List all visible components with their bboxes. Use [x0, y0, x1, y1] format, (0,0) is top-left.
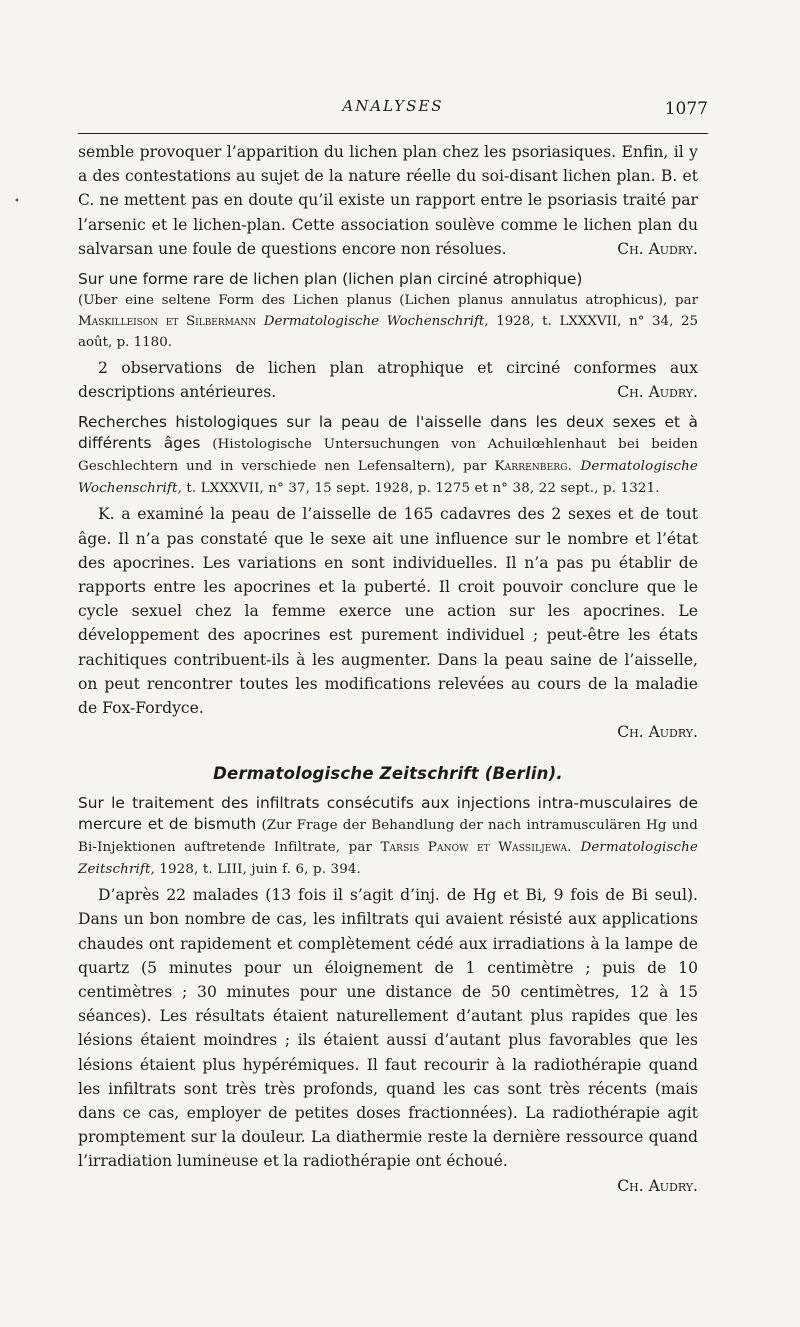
- margin-mark: •: [14, 196, 20, 207]
- abstract-text: K. a examiné la peau de l’aisselle de 165 cadavres des 2 sexes et de tout âge. Il n’a pas constaté que le sexe ait une influence sur le nombre et l’état des apocrines. Les variations en sont individuelles. Il n’a pas pu établir de rapports entre les apocrines et la puberté. Il croit pouvoir conclure que le cycle sexuel chez la femme exerce une action sur les apocrines. Le développement des apocrines est purement individuel ; peut-être les états rachitiques contribuent-ils à les augmenter. Dans la peau saine de l’aisselle, on peut rencontrer toutes les modifications relevées au cours de la maladie de Fox-Fordyce.: [78, 505, 698, 718]
- abstract-title: Sur une forme rare de lichen plan (lichen plan circiné atrophique): [78, 270, 583, 289]
- abstract-signature: Ch. Audry.: [617, 723, 698, 742]
- journal-heading: Dermatologische Zeitschrift (Berlin).: [213, 764, 563, 784]
- reference-authors: Tarsis Panow et Wassiljewa.: [380, 840, 572, 856]
- reference-journal: Dermatologische Wochenschrift,: [263, 314, 489, 330]
- abstract-signature: Ch. Audry.: [617, 239, 698, 258]
- page-header: [78, 97, 708, 127]
- running-head: ANALYSES: [342, 97, 444, 115]
- reference-authors: Maskilleison et Silbermann: [78, 314, 257, 330]
- abstract-text: D’après 22 malades (13 fois il s’agit d’inj. de Hg et Bi, 9 fois de Bi seul). Dans un bon nombre de cas, les infiltrats qui avaient résisté aux applications chaudes ont rapidement et complètement cédé aux irradiations à la lampe de quartz (5 minutes pour un éloignement de 1 centimètre ; puis de 10 centimètres ; 30 minutes pour une distance de 50 centimètres, 12 à 15 séances). Les résultats étaient naturellement d’autant plus rapides que les lésions étaient moindres ; ils étaient aussi d’autant plus favorables que les lésions étaient plus hypérémiques. Il faut recourir à la radiothérapie quand les infiltrats sont très très profonds, quand les cas sont très récents (mais dans ce cas, employer de petites doses fractionnées). La radiothérapie agit promptement sur la douleur. La diathermie reste la dernière ressource quand l’irradiation lumineuse et la radiothérapie ont échoué.: [78, 886, 698, 1171]
- abstract-infiltrats: [78, 793, 698, 1197]
- abstract-text: semble provoquer l’apparition du lichen plan chez les psoriasiques. Enfin, il y a des contestations au sujet de la nature réelle du soi-disant lichen plan. B. et C. ne mettent pas en doute qu’il existe un rapport entre le psoriasis traité par l’arsenic et le lichen-plan. Cette association soulève comme le lichen plan du salvarsan une foule de questions encore non résolues. Ch. Audry.: [78, 140, 698, 261]
- abstract-signature: Ch. Audry.: [617, 1176, 698, 1195]
- abstract-title-with-reference: Sur le traitement des infiltrats consécutifs aux injections intra-musculaires de mercure et de bismuth (Zur Frage der Behandlung der nach intramusculären Hg und Bi-Injektionen auftretende Infiltrate, par Tarsis Panow et Wassiljewa. Dermatologische Zeitschrift, 1928, t. LIII, juin f. 6, p. 394.: [78, 794, 698, 878]
- abstract-title-with-reference: Recherches histologiques sur la peau de l'aisselle dans les deux sexes et à différents âges (Histologische Untersuchungen von Achuilœhlenhaut bei beiden Geschlechtern und in verschiede nen Lefensaltern), par Karrenberg. Dermatologische Wochenschrift, t. LXXXVII, n° 37, 15 sept. 1928, p. 1275 et n° 38, 22 sept., p. 1321.: [78, 413, 699, 497]
- reference-journal: Dermatologische Zeitschrift,: [78, 840, 698, 878]
- abstract-continuation: [78, 140, 698, 261]
- abstract-text: 2 observations de lichen plan atrophique et circiné conformes aux descriptions antérieures. Ch. Audry.: [78, 356, 698, 404]
- abstract-title: Recherches histologiques sur la peau de l'aisselle dans les deux sexes et à différents âges: [78, 413, 698, 453]
- header-rule: [78, 133, 708, 134]
- page-number: 1077: [664, 99, 708, 119]
- abstract-title: Sur le traitement des infiltrats consécutifs aux injections intra-musculaires de mercure et de bismuth: [78, 794, 698, 834]
- abstract-reference: (Uber eine seltene Form des Lichen planus (Lichen planus annulatus atrophicus), par Maskilleison et Silbermann Dermatologische Wochenschrift, 1928, t. LXXXVII, n° 34, 25 août, p. 1180.: [78, 293, 698, 351]
- reference-authors: Karrenberg.: [494, 459, 573, 475]
- abstract-signature: Ch. Audry.: [617, 383, 698, 402]
- abstract-lichen-plan: [78, 269, 698, 404]
- page-body: [78, 140, 698, 1198]
- abstract-aisselle: [78, 412, 698, 744]
- reference-journal: Dermatologische Wochenschrift,: [78, 459, 698, 497]
